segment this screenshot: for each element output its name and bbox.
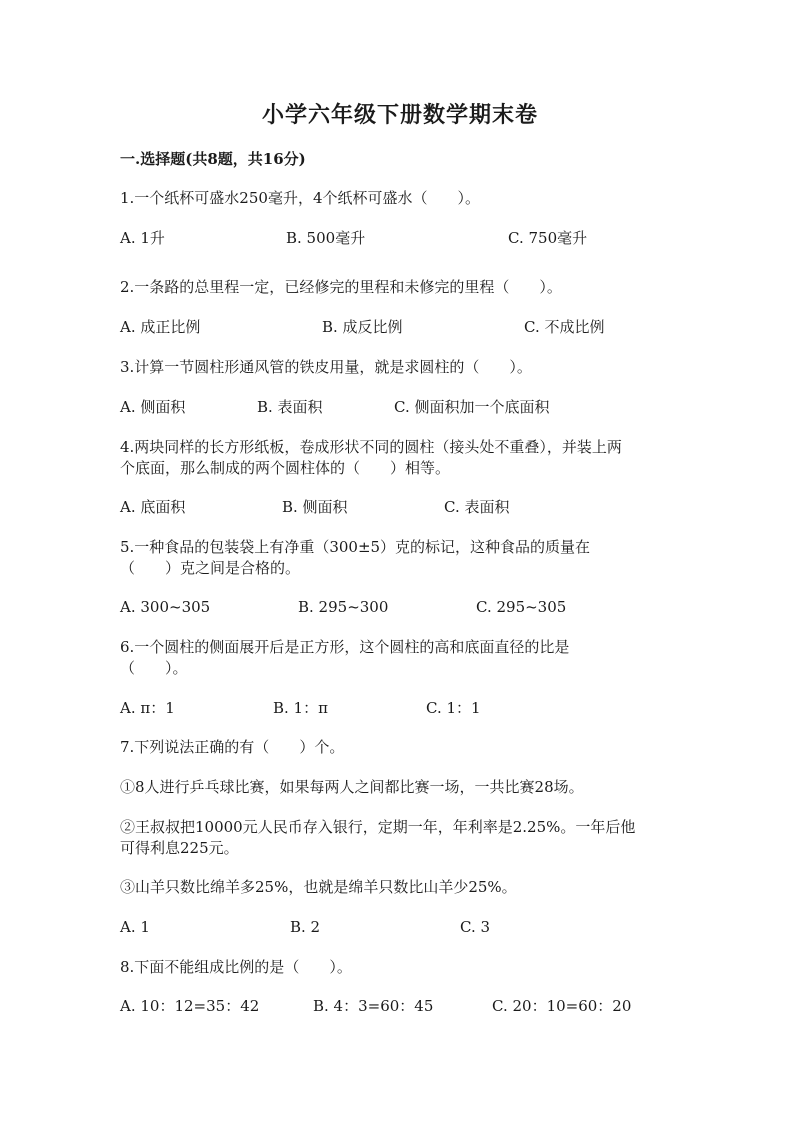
question-2-option-c: C. 不成比例 (524, 318, 605, 336)
question-8-option-b: B. 4：3=60：45 (313, 997, 434, 1015)
question-5-option-c: C. 295~305 (476, 598, 567, 616)
question-7-option-a: A. 1 (120, 918, 150, 936)
question-8-option-a: A. 10：12=35：42 (120, 997, 260, 1015)
question-7-statement-2-line-2: 可得利息225元。 (120, 839, 239, 857)
question-1-text: 1.一个纸杯可盛水250毫升，4个纸杯可盛水（ ）。 (120, 189, 480, 207)
question-6-text-line-1: 6.一个圆柱的侧面展开后是正方形，这个圆柱的高和底面直径的比是 (120, 638, 570, 656)
question-2-option-b: B. 成反比例 (322, 318, 403, 336)
question-4-text-line-2: 个底面，那么制成的两个圆柱体的（ ）相等。 (120, 459, 451, 477)
question-4-option-a: A. 底面积 (120, 498, 186, 516)
question-7-option-c: C. 3 (460, 918, 491, 936)
question-5-option-a: A. 300~305 (120, 598, 211, 616)
question-7-statement-3: ③山羊只数比绵羊多25%，也就是绵羊只数比山羊少25%。 (120, 878, 517, 896)
question-3-option-c: C. 侧面积加一个底面积 (394, 398, 550, 416)
question-8-text: 8.下面不能组成比例的是（ ）。 (120, 958, 352, 976)
question-7-option-b: B. 2 (290, 918, 321, 936)
question-7-text: 7.下列说法正确的有（ ）个。 (120, 738, 345, 756)
question-4-option-c: C. 表面积 (444, 498, 510, 516)
question-1-option-a: A. 1升 (120, 229, 165, 247)
question-6-option-b: B. 1：π (273, 699, 328, 717)
question-7-statement-1: ①8人进行乒乓球比赛，如果每两人之间都比赛一场，一共比赛28场。 (120, 778, 584, 796)
question-1-option-c: C. 750毫升 (508, 229, 588, 247)
question-4-option-b: B. 侧面积 (282, 498, 348, 516)
question-7-statement-2-line-1: ②王叔叔把10000元人民币存入银行，定期一年，年利率是2.25%。一年后他 (120, 818, 636, 836)
question-8-option-c: C. 20：10=60：20 (492, 997, 632, 1015)
question-1-option-b: B. 500毫升 (286, 229, 366, 247)
question-3-option-a: A. 侧面积 (120, 398, 186, 416)
question-6-option-c: C. 1：1 (426, 699, 481, 717)
question-5-option-b: B. 295~300 (298, 598, 389, 616)
section-heading: 一.选择题(共8题，共16分) (120, 150, 306, 168)
question-3-option-b: B. 表面积 (257, 398, 323, 416)
page-title: 小学六年级下册数学期末卷 (261, 102, 538, 128)
question-3-text: 3.计算一节圆柱形通风管的铁皮用量，就是求圆柱的（ ）。 (120, 358, 532, 376)
question-6-text-line-2: （ ）。 (120, 659, 188, 677)
question-5-text-line-2: （ ）克之间是合格的。 (120, 559, 301, 577)
question-5-text-line-1: 5.一种食品的包装袋上有净重（300±5）克的标记，这种食品的质量在 (120, 538, 591, 556)
question-2-option-a: A. 成正比例 (120, 318, 201, 336)
question-4-text-line-1: 4.两块同样的长方形纸板，卷成形状不同的圆柱（接头处不重叠），并装上两 (120, 438, 622, 456)
question-6-option-a: A. π：1 (120, 699, 175, 717)
question-2-text: 2.一条路的总里程一定，已经修完的里程和未修完的里程（ ）。 (120, 278, 562, 296)
